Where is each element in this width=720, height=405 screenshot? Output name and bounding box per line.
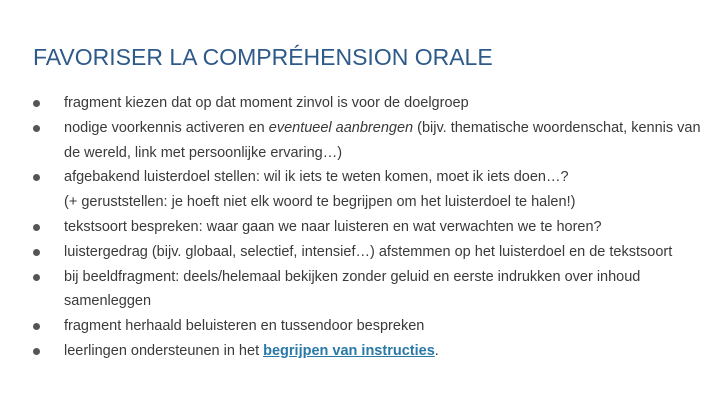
bullet-text: bij beeldfragment: deels/helemaal bekijken xyxy=(64,268,343,285)
bullet-dot-icon xyxy=(33,348,40,355)
bullet-text: activeren en xyxy=(181,119,269,136)
bullet-text: zinvol xyxy=(296,95,334,111)
bullet-item xyxy=(33,265,703,315)
bullet-text: nodige xyxy=(64,119,112,136)
bullet-item xyxy=(33,215,703,240)
bullet-dot-icon xyxy=(33,125,40,132)
bullet-keyword: tekstsoort xyxy=(64,218,127,235)
bullet-keyword: voorkennis xyxy=(111,119,182,136)
slide-title: FAVORISER LA COMPRÉHENSION ORALE xyxy=(33,44,493,70)
bullet-dot-icon xyxy=(33,274,40,281)
bullet-keyword: zonder geluid xyxy=(342,268,430,285)
bullet-text: leerlingen ondersteunen in het xyxy=(64,342,264,359)
bullet-text: (+ geruststellen: je hoeft niet elk woord te begrijpen om het luisterdoel te halen!) xyxy=(64,194,576,211)
bullet-text: fragment xyxy=(64,318,126,335)
bullet-keyword: luisterdoel xyxy=(143,169,210,186)
bullet-keyword: herhaald xyxy=(125,318,182,335)
bullet-text: bespreken: waar gaan we naar luisteren en wat verwachten we te horen? xyxy=(126,218,602,235)
bullet-text: eventueel aanbrengen xyxy=(268,119,414,136)
bullet-list xyxy=(33,91,703,364)
bullet-text: (bijv. thematische woordenschat, kennis van de wereld, link met persoonlijke ervaring…) xyxy=(64,119,701,161)
bullet-text: . xyxy=(434,342,439,359)
bullet-text: afgebakend xyxy=(64,169,144,186)
bullet-item xyxy=(33,165,703,215)
bullet-text: is voor de doelgroep xyxy=(333,95,469,111)
bullet-dot-icon xyxy=(33,224,40,231)
bullet-item xyxy=(33,339,703,364)
bullet-item xyxy=(33,116,703,166)
instructions-link[interactable]: begrijpen van instructies xyxy=(263,342,435,359)
bullet-text: beluisteren en tussendoor bespreken xyxy=(181,318,425,335)
bullet-text: (bijv. globaal, selectief, intensief…) afstemmen op het luisterdoel en de tekstsoort xyxy=(147,243,673,260)
bullet-dot-icon xyxy=(33,323,40,330)
bullet-dot-icon xyxy=(33,249,40,256)
bullet-keyword: luistergedrag xyxy=(64,243,148,260)
bullet-item xyxy=(33,240,703,265)
bullet-item xyxy=(33,91,703,116)
bullet-dot-icon xyxy=(33,100,40,107)
bullet-text: fragment kiezen dat op dat moment xyxy=(64,95,297,111)
bullet-dot-icon xyxy=(33,174,40,181)
bullet-text: stellen: wil ik iets te weten komen, moet ik iets doen…? xyxy=(209,169,569,186)
bullet-item xyxy=(33,314,703,339)
bullet-text: en eerste indrukken over inhoud samenleggen xyxy=(64,268,641,310)
